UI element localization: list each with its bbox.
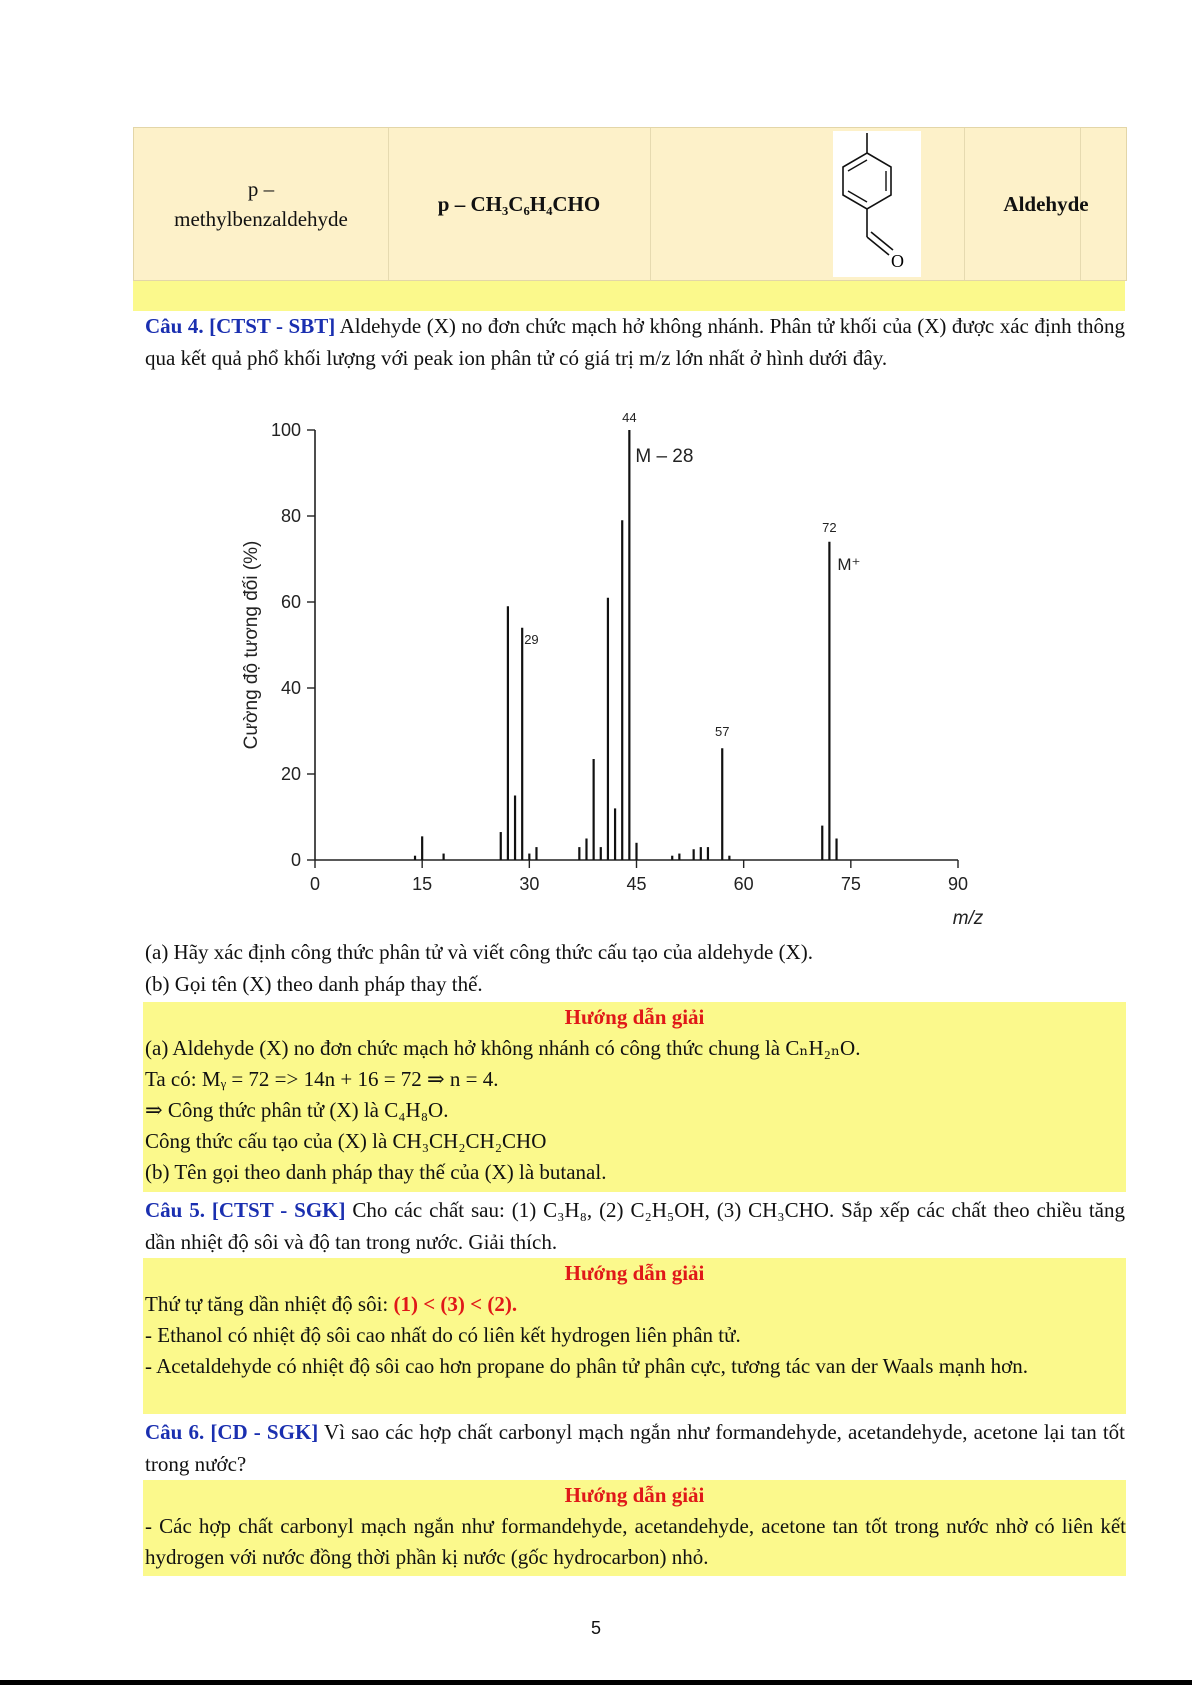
x-tick-label: 15 <box>412 874 433 894</box>
compound-formula-cell <box>388 128 651 280</box>
x-tick-label: 45 <box>626 874 647 894</box>
question-5 <box>145 1194 1125 1258</box>
y-tick-label: 0 <box>290 850 301 870</box>
solution-4-line-4: Công thức cấu tạo của (X) là CH₃CH₂CH₂CHO <box>145 1129 547 1153</box>
y-axis-title: Cường độ tương đối (%) <box>241 540 262 750</box>
compound-table-row <box>133 127 1127 281</box>
solution-4-line-2: Ta có: Mᵧ = 72 => 14n + 16 = 72 ⇒ n = 4. <box>145 1067 499 1091</box>
question-5-label: Câu 5. [CTST - SGK] <box>145 1198 346 1222</box>
solution-4-heading: Hướng dẫn giải <box>564 1005 705 1029</box>
compound-formula: p – CH₃C₆H₄CHO <box>437 191 601 216</box>
mass-spectrum-chart <box>235 408 995 928</box>
page-bottom-rule <box>0 1680 1192 1685</box>
solution-5 <box>143 1258 1126 1414</box>
x-tick-label: 75 <box>840 874 861 894</box>
y-tick-label: 40 <box>280 678 301 698</box>
solution-5-line-3: - Acetaldehyde có nhiệt độ sôi cao hơn propane do phân tử phân cực, tương tác van der Waals mạnh hơn. <box>145 1354 1028 1378</box>
solution-4-line-3: ⇒ Công thức phân tử (X) là C₄H₈O. <box>145 1098 449 1122</box>
question-4-part-a: (a) Hãy xác định công thức phân tử và viết công thức cấu tạo của aldehyde (X). <box>145 940 813 964</box>
compound-name-line2: methylbenzaldehyde <box>174 207 348 231</box>
solution-4-line-1: (a) Aldehyde (X) no đơn chức mạch hở không nhánh có công thức chung là CₙH₂ₙO. <box>145 1036 861 1060</box>
question-5-text: Cho các chất sau: (1) C₃H₈, (2) C₂H₅OH, (3) CH₃CHO. Sắp xếp các chất theo chiều tăng dần nhiệt độ sôi và độ tan trong nước. Giải thích. <box>145 1198 1125 1254</box>
question-4-part-b: (b) Gọi tên (X) theo danh pháp thay thế. <box>145 972 483 996</box>
boiling-point-order: (1) < (3) < (2). <box>393 1292 518 1316</box>
y-tick-label: 80 <box>280 506 301 526</box>
compound-type: Aldehyde <box>1003 191 1089 216</box>
solution-5-heading: Hướng dẫn giải <box>564 1261 705 1285</box>
y-tick-label: 20 <box>280 764 301 784</box>
x-tick-label: 60 <box>733 874 754 894</box>
question-6-label: Câu 6. [CD - SGK] <box>145 1420 319 1444</box>
p-methylbenzaldehyde-structure <box>833 131 921 277</box>
peak-label-29: 29 <box>524 631 539 647</box>
solution-6-line-1: - Các hợp chất carbonyl mạch ngắn như formandehyde, acetandehyde, acetone tan tốt trong nước nhờ có liên kết hydrogen với nước đồng thời phần kị nước (gốc hydrocarbon) nhỏ. <box>145 1514 1126 1569</box>
compound-name-line1: p – <box>247 177 275 201</box>
peak-label-44: 44 <box>622 410 637 425</box>
solution-5-line-1 <box>143 1289 1126 1320</box>
y-tick-label: 60 <box>280 592 301 612</box>
y-tick-label: 100 <box>270 420 301 440</box>
solution-6 <box>143 1480 1126 1576</box>
question-4-label: Câu 4. [CTST - SBT] <box>145 314 336 338</box>
solution-4 <box>143 1002 1126 1192</box>
solution-5-line-2: - Ethanol có nhiệt độ sôi cao nhất do có liên kết hydrogen liên phân tử. <box>145 1323 741 1347</box>
peak-label-72: 72 <box>822 519 837 535</box>
fragment-label-m-28: M – 28 <box>635 446 694 467</box>
x-axis-title: m/z <box>952 908 984 928</box>
solution-5-prefix: Thứ tự tăng dần nhiệt độ sôi: <box>145 1292 394 1316</box>
x-tick-label: 90 <box>947 874 969 894</box>
question-6-text: Vì sao các hợp chất carbonyl mạch ngắn như formandehyde, acetandehyde, acetone lại tan tốt trong nước? <box>145 1420 1125 1476</box>
peak-label-57: 57 <box>714 724 730 740</box>
solution-4-line-5: (b) Tên gọi theo danh pháp thay thế của (X) là butanal. <box>145 1160 607 1184</box>
question-4 <box>145 310 1125 374</box>
compound-type-cell <box>964 128 1127 280</box>
page-number: 5 <box>590 1618 601 1638</box>
x-tick-label: 0 <box>309 874 321 894</box>
question-4-text: Aldehyde (X) no đơn chức mạch hở không nhánh. Phân tử khối của (X) được xác định thông qua kết quả phổ khối lượng với peak ion phân tử có giá trị m/z lớn nhất ở hình dưới đây. <box>145 314 1125 370</box>
solution-6-heading: Hướng dẫn giải <box>564 1483 705 1507</box>
oxygen-atom-label: O <box>891 251 904 271</box>
molecular-ion-label: M⁺ <box>837 554 861 574</box>
table-highlight-strip <box>133 281 1125 311</box>
x-tick-label: 30 <box>519 874 540 894</box>
compound-name-cell <box>134 128 389 280</box>
question-6 <box>145 1416 1125 1480</box>
